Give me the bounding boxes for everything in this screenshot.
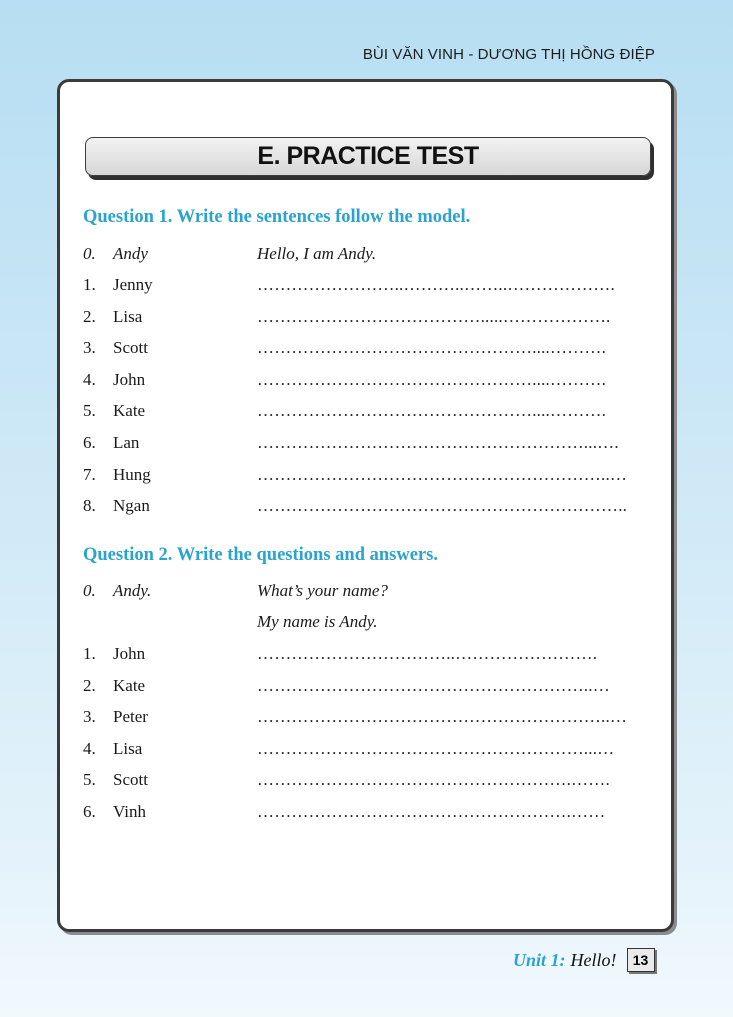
page-footer — [513, 948, 655, 972]
q2-item-name: Scott — [113, 770, 148, 789]
q1-answer-line[interactable]: …………………………………………………...…. — [257, 433, 619, 452]
q1-item-number: 8. — [83, 496, 96, 515]
q2-example-name: Andy. — [113, 581, 152, 600]
unit-label: Unit 1: — [513, 949, 566, 970]
q1-item-name: Ngan — [113, 496, 150, 515]
q2-answer-line[interactable]: …………………………………………………..… — [257, 676, 610, 695]
q2-example-answer: My name is Andy. — [257, 612, 378, 631]
page-number: 13 — [627, 948, 655, 972]
q1-answer-line[interactable]: ……………………………………………………..… — [257, 465, 628, 484]
q1-item-name: Lan — [113, 433, 140, 452]
q1-answer-line[interactable]: …………………………………………....………. — [257, 338, 607, 357]
q1-item-number: 6. — [83, 433, 96, 452]
q2-answer-line[interactable]: …………………………………………………...… — [257, 739, 615, 758]
q1-item-number: 7. — [83, 465, 96, 484]
q2-item-number: 4. — [83, 739, 96, 758]
q2-item-number: 5. — [83, 770, 96, 789]
q2-item-name: Peter — [113, 707, 148, 726]
question-2-heading: Question 2. Write the questions and answers. — [83, 545, 438, 565]
q1-item-name: Hung — [113, 465, 151, 484]
author-names: BÙI VĂN VINH - DƯƠNG THỊ HỒNG ĐIỆP — [362, 46, 655, 63]
q1-example-name: Andy — [113, 244, 148, 263]
q1-item-number: 2. — [83, 307, 96, 326]
q1-item-name: John — [113, 370, 146, 389]
q2-item-name: Kate — [113, 676, 146, 695]
q1-answer-line[interactable]: …………………………………………....………. — [257, 401, 607, 420]
q2-item-name: Lisa — [113, 739, 143, 758]
q1-answer-line[interactable]: …………………………………………....………. — [257, 370, 607, 389]
practice-test-card — [57, 79, 674, 932]
q1-item-name: Jenny — [113, 275, 153, 294]
q1-answer-line[interactable]: ……………………..………..……..………………. — [257, 275, 615, 294]
unit-title: Hello! — [570, 949, 617, 970]
q2-item-number: 2. — [83, 676, 96, 695]
q1-item-number: 1. — [83, 275, 96, 294]
q1-item-number: 3. — [83, 338, 96, 357]
q2-item-name: John — [113, 644, 146, 663]
q2-answer-line[interactable]: ……………………………..……………………. — [257, 644, 598, 663]
q2-answer-line[interactable]: ……………………………………………………..… — [257, 707, 628, 726]
q1-item-number: 5. — [83, 401, 96, 420]
q2-example-number: 0. — [83, 581, 96, 600]
q1-item-name: Lisa — [113, 307, 143, 326]
q2-item-name: Vinh — [113, 802, 146, 821]
q1-answer-line[interactable]: ……………………………………………………….. — [257, 496, 628, 515]
question-1-heading: Question 1. Write the sentences follow the model. — [83, 207, 471, 227]
section-title: E. PRACTICE TEST — [257, 142, 479, 170]
q1-item-name: Scott — [113, 338, 148, 357]
q1-item-name: Kate — [113, 401, 146, 420]
q1-example-number: 0. — [83, 244, 96, 263]
q2-answer-line[interactable]: ……………………………………………….…… — [257, 802, 606, 821]
q2-item-number: 3. — [83, 707, 96, 726]
section-title-bar — [85, 137, 651, 176]
q2-example-question: What’s your name? — [257, 581, 388, 600]
q2-item-number: 6. — [83, 802, 96, 821]
q1-answer-line[interactable]: ………………………………….....………………. — [257, 307, 611, 326]
q1-item-number: 4. — [83, 370, 96, 389]
q2-item-number: 1. — [83, 644, 96, 663]
q2-answer-line[interactable]: ……………………………………………….……. — [257, 770, 610, 789]
q1-example-answer: Hello, I am Andy. — [257, 244, 377, 263]
